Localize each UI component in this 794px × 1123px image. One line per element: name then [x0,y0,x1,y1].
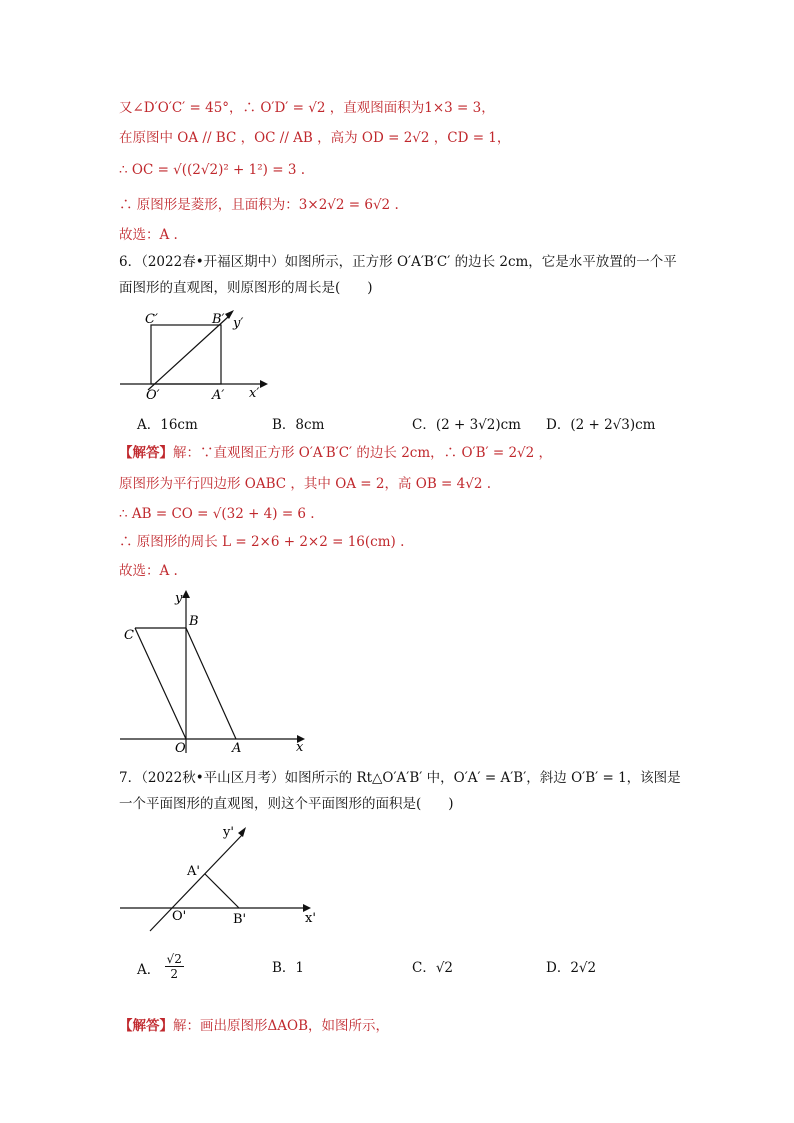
q7-stem-line-2: 一个平面图形的直观图，则这个平面图形的面积是( ) [119,796,454,812]
q6-option-d[interactable]: D．(2 + 2√3)cm [546,417,656,433]
q7-option-c[interactable]: C．√2 [412,960,454,976]
q6-label-y: y′ [233,316,244,331]
q6-solution-line-4: ∴ 原图形的周长 L = 2×6 + 2×2 = 16(cm) . [119,534,405,550]
q6-solution-line-1-text: 解：∵直观图正方形 O′A′B′C′ 的边长 2cm，∴ O′B′ = 2√2 ， [173,445,553,461]
q6-solution-line-3: ∴ AB = CO = √(32 + 4) = 6 . [119,506,315,522]
q7-label-y: y' [223,825,234,840]
sol5-line-3: ∴ OC = √((2√2)² + 1²) = 3 . [119,162,305,178]
q7-label-a: A' [187,864,200,879]
sol5-line-2: 在原图中 OA // BC ，OC // AB ，高为 OD = 2√2 ，CD = 1， [119,130,511,146]
q7-stem-line-1: 7．（2022秋•平山区月考）如图所示的 Rt△O′A′B′ 中，O′A′ = A′B′，斜边 O′B′ = 1，该图是 [119,770,681,786]
q7-oblique-figure [115,822,330,937]
q6-fig2-label-o: O [175,741,186,756]
q7-label-b: B' [233,912,247,927]
q7-option-a[interactable] [137,952,184,985]
q7-option-a-fraction [165,952,184,981]
q6-fig2-label-y: y [175,591,183,606]
q6-oblique-figure [115,305,275,405]
q6-fig2-label-x: x [296,740,304,755]
sol5-line-1: 又∠D′O′C′ = 45°，∴ O′D′ = √2 ，直观图面积为1×3 = 3， [119,100,495,116]
solution-tag: 【解答】 [119,445,173,461]
q7-solution-line-1-text: 解：画出原图形ΔAOB，如图所示， [173,1018,389,1034]
q6-stem-line-2: 面图形的直观图，则原图形的周长是( ) [119,280,373,296]
q7-option-d[interactable]: D．2√2 [546,960,597,976]
q7-option-a-denominator: 2 [170,967,178,981]
solution-tag: 【解答】 [119,1018,173,1034]
q7-option-a-prefix: A． [137,962,161,978]
q6-fig2-label-c: C [124,628,134,643]
q6-solution-line-5: 故选：A . [119,563,178,579]
q6-option-b[interactable]: B．8cm [272,417,325,433]
q6-fig2-label-b: B [189,614,199,629]
q6-stem-line-1: 6．（2022春•开福区期中）如图所示，正方形 O′A′B′C′ 的边长 2cm，它是水平放置的一个平 [119,254,677,270]
q7-option-b[interactable]: B．1 [272,960,305,976]
sol5-line-5: 故选：A . [119,227,178,243]
q6-label-o: O′ [146,388,160,403]
q6-label-a: A′ [212,388,225,403]
q6-solution-line-1 [119,444,552,462]
q6-solution-line-2: 原图形为平行四边形 OABC ，其中 OA = 2，高 OB = 4√2 . [119,476,492,492]
sol5-line-4: ∴ 原图形是菱形，且面积为：3×2√2 = 6√2 . [119,197,399,213]
q7-label-o: O' [172,909,187,924]
q6-fig2-label-a: A [232,741,242,756]
q7-option-a-numerator: √2 [166,952,182,966]
q6-option-a[interactable]: A．16cm [137,417,198,433]
q7-solution-line-1 [119,1017,389,1035]
q6-label-c: C′ [145,312,158,327]
q6-option-c[interactable]: C．(2 + 3√2)cm [412,417,521,433]
q6-label-x: x′ [249,386,260,401]
q6-label-b: B′ [212,312,225,327]
q6-original-figure [115,588,315,758]
q7-label-x: x' [305,911,316,926]
